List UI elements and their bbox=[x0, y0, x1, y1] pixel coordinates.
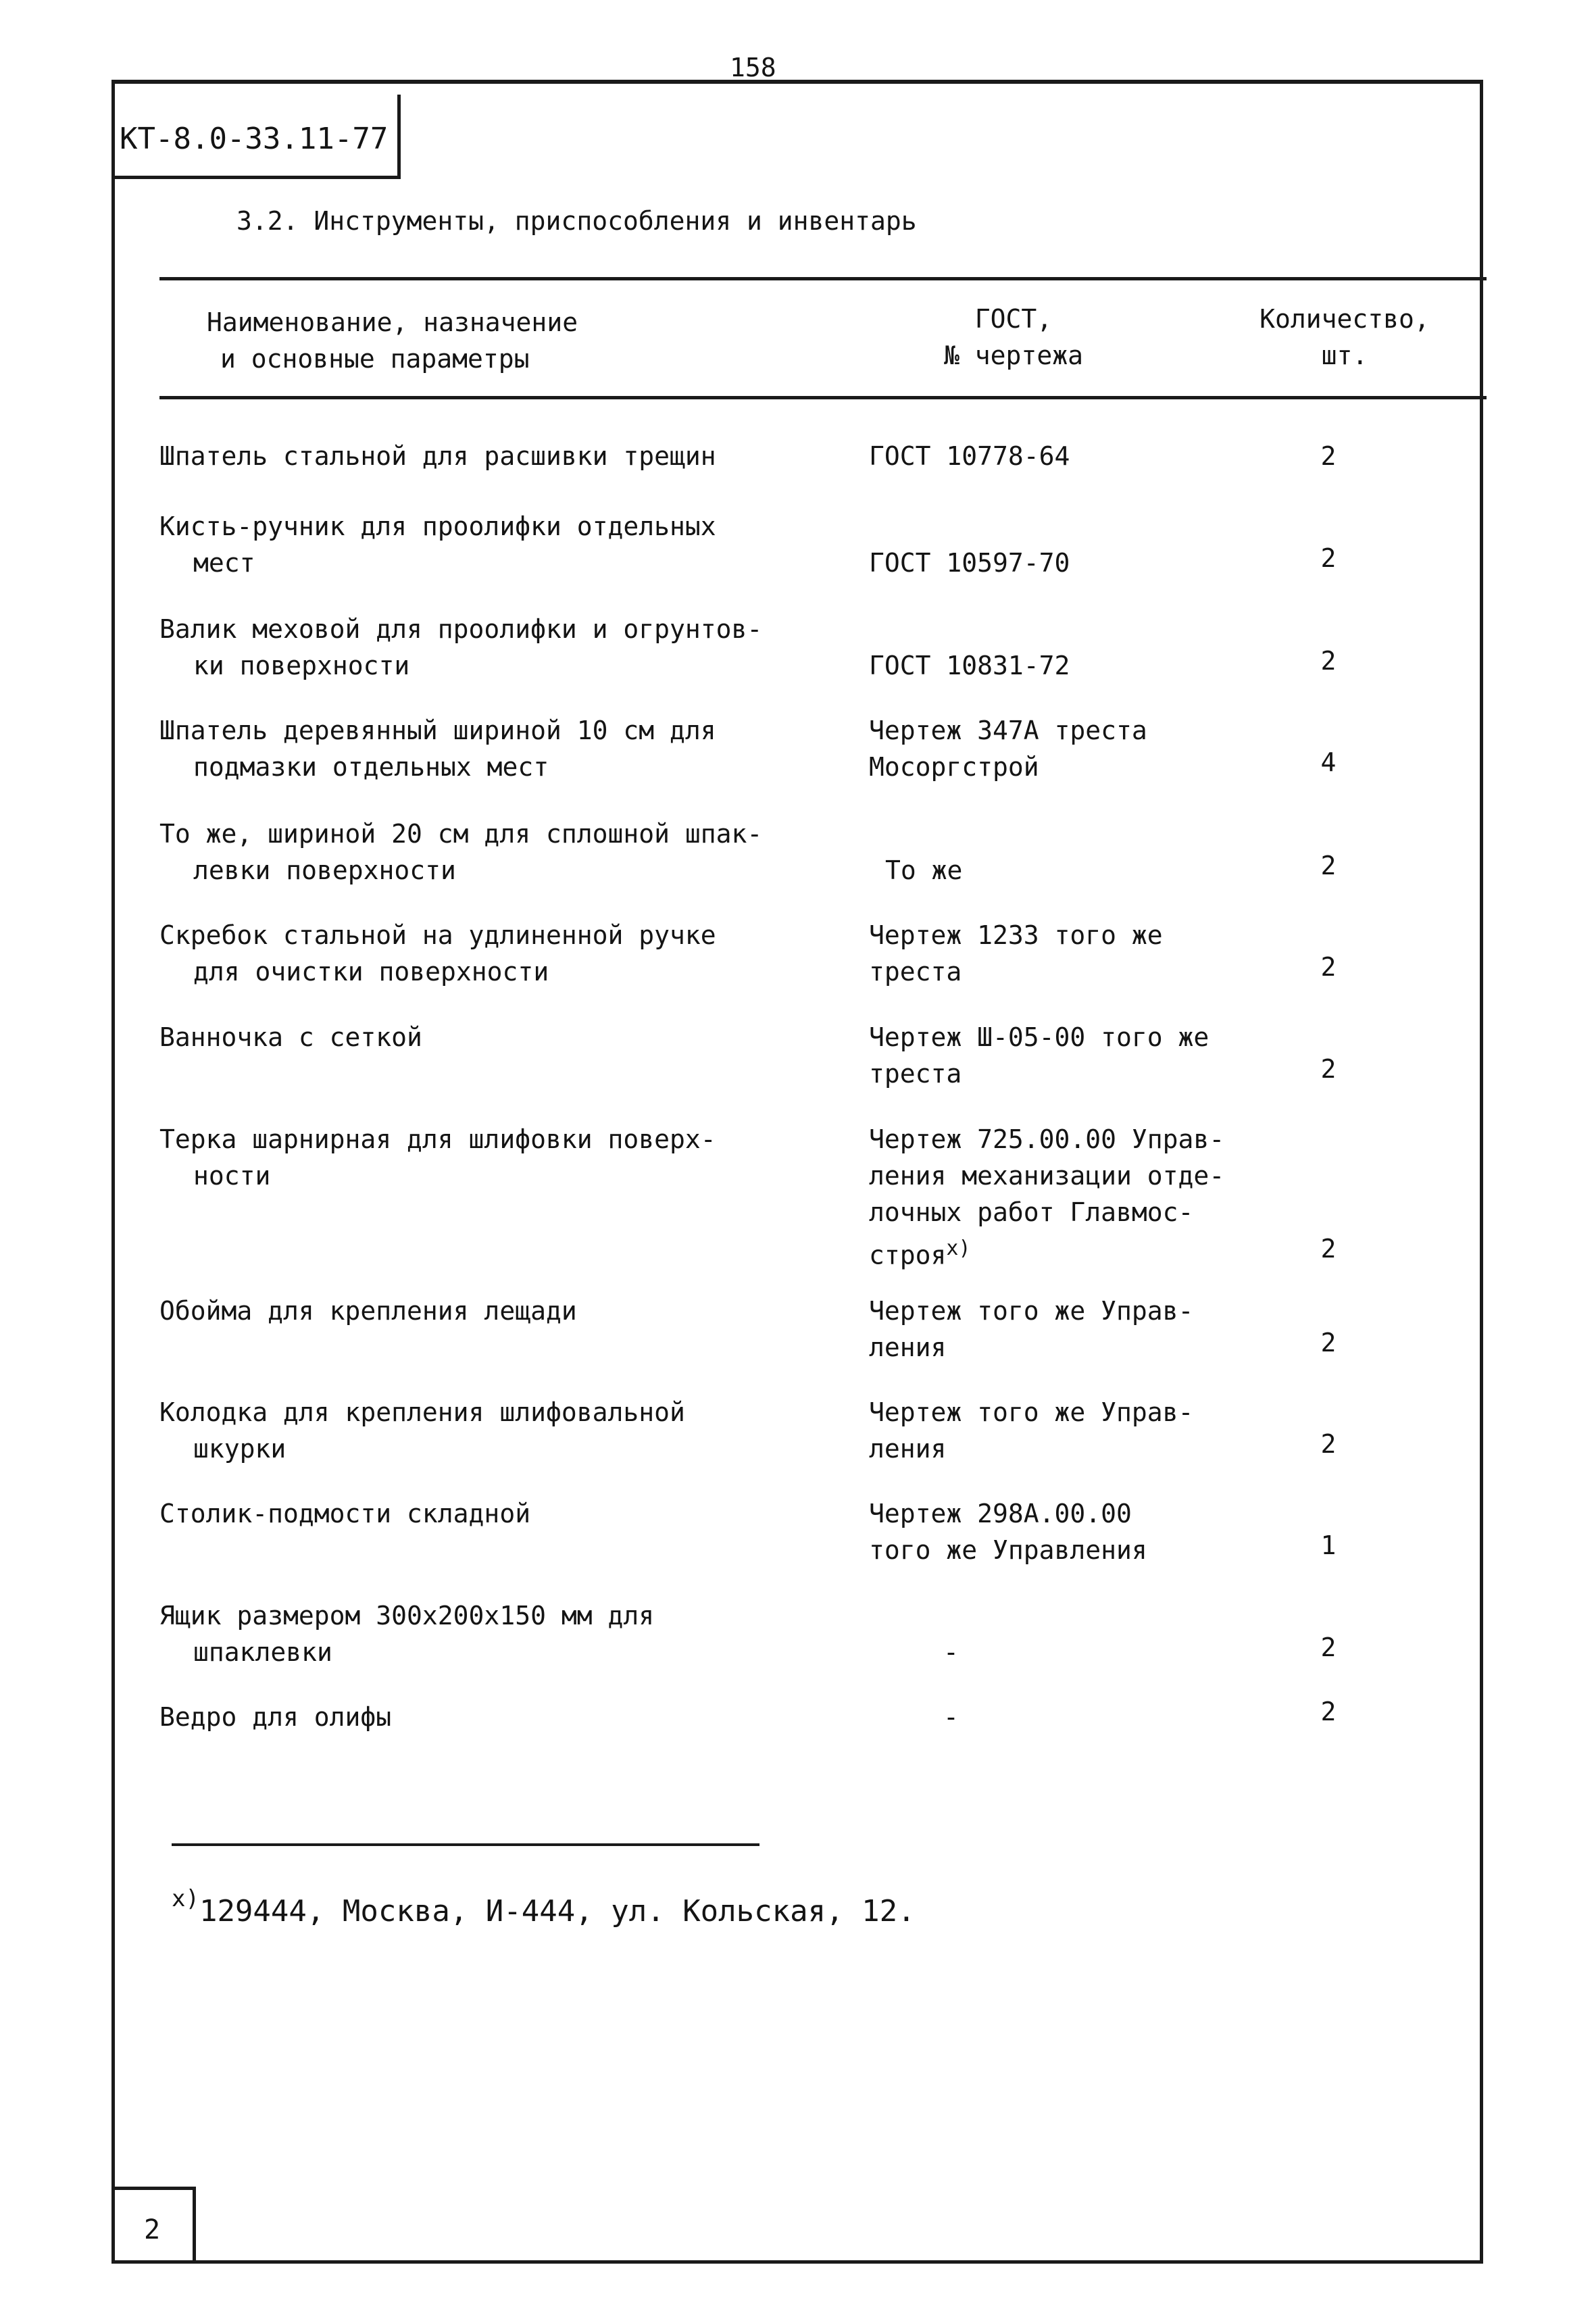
header-gost bbox=[824, 301, 1203, 374]
row-gost-line1: Чертеж Ш-05-00 того же bbox=[869, 1022, 1210, 1052]
row-name-line1: То же, шириной 20 см для сплошной шпак- bbox=[159, 819, 763, 849]
row-gost-line1: Чертеж того же Управ- bbox=[869, 1397, 1194, 1427]
row-quantity: 2 bbox=[1320, 1697, 1337, 1726]
row-name-line1: Ящик размером 300х200х150 мм для bbox=[159, 1601, 655, 1631]
footnote-text: 129444, Москва, И-444, ул. Кольская, 12. bbox=[199, 1894, 916, 1928]
row-name-line1: Ванночка с сеткой bbox=[159, 1022, 422, 1052]
row-quantity: 2 bbox=[1320, 1234, 1337, 1264]
row-name-line2: шпаклевки bbox=[193, 1637, 332, 1667]
row-gost-line2: того же Управления bbox=[869, 1535, 1147, 1565]
header-qty-line2: шт. bbox=[1321, 341, 1368, 370]
footnote-rule bbox=[172, 1843, 759, 1846]
header-gost-line1: ГОСТ, bbox=[974, 304, 1053, 334]
row-quantity: 2 bbox=[1320, 851, 1337, 880]
row-name-line1: Обойма для крепления лещади bbox=[159, 1296, 577, 1326]
row-quantity: 2 bbox=[1320, 1054, 1337, 1084]
row-gost-line2: треста bbox=[869, 1059, 962, 1089]
row-name-line1: Колодка для крепления шлифовальной bbox=[159, 1397, 685, 1427]
table-header-rule bbox=[159, 396, 1487, 399]
row-gost-line2: ления bbox=[869, 1434, 947, 1464]
row-name-line1: Валик меховой для проолифки и огрунтов- bbox=[159, 614, 763, 644]
row-quantity: 2 bbox=[1320, 646, 1337, 676]
row-gost-line4: строя bbox=[869, 1240, 947, 1270]
row-name-line2: подмазки отдельных мест bbox=[193, 752, 549, 782]
row-name-line2: для очистки поверхности bbox=[193, 957, 549, 987]
row-gost-line2: ГОСТ 10597-70 bbox=[869, 548, 1070, 578]
document-code: КТ-8.0-33.11-77 bbox=[111, 95, 401, 179]
footnote-mark: х) bbox=[172, 1885, 199, 1912]
row-name-line2: мест bbox=[193, 548, 255, 578]
row-quantity: 2 bbox=[1320, 1633, 1337, 1662]
header-quantity bbox=[1237, 301, 1453, 374]
row-gost-line2: - bbox=[943, 1637, 959, 1667]
row-name-line1: Ведро для олифы bbox=[159, 1702, 392, 1732]
row-quantity: 2 bbox=[1320, 1429, 1337, 1459]
row-gost-line1 bbox=[869, 611, 1247, 647]
row-gost-line2: Мосоргстрой bbox=[869, 752, 1039, 782]
row-quantity: 4 bbox=[1320, 747, 1337, 777]
row-name-line1: Столик-подмости складной bbox=[159, 1499, 531, 1528]
row-gost-line1: Чертеж 298А.00.00 bbox=[869, 1499, 1132, 1528]
row-name-line1: Шпатель стальной для расшивки трещин bbox=[159, 441, 716, 471]
row-quantity: 2 bbox=[1320, 952, 1337, 982]
row-gost-line1: - bbox=[943, 1702, 959, 1732]
header-name-line2: и основные параметры bbox=[220, 344, 530, 374]
page-number: 158 bbox=[730, 53, 776, 82]
header-gost-line2: № чертежа bbox=[944, 341, 1083, 370]
row-gost-line1 bbox=[869, 816, 1247, 852]
footnote bbox=[172, 1885, 916, 1928]
row-name-line2: шкурки bbox=[193, 1434, 286, 1464]
row-name-line2: ности bbox=[193, 1161, 271, 1191]
row-gost-line1: ГОСТ 10778-64 bbox=[869, 441, 1070, 471]
row-quantity: 2 bbox=[1320, 543, 1337, 573]
footnote-reference: х) bbox=[946, 1237, 971, 1260]
row-gost-line1: Чертеж 347А треста bbox=[869, 716, 1147, 745]
row-name-line1: Кисть-ручник для проолифки отдельных bbox=[159, 512, 716, 541]
header-name-line1: Наименование, назначение bbox=[207, 307, 578, 337]
row-gost-line2: треста bbox=[869, 957, 962, 987]
row-gost-line2: ления механизации отде- bbox=[869, 1161, 1225, 1191]
row-gost-line1: Чертеж того же Управ- bbox=[869, 1296, 1194, 1326]
row-gost-line3: лочных работ Главмос- bbox=[869, 1197, 1194, 1227]
row-name-line1: Скребок стальной на удлиненной ручке bbox=[159, 920, 716, 950]
section-title: 3.2. Инструменты, приспособления и инвентарь bbox=[236, 206, 917, 236]
row-gost-line1 bbox=[869, 508, 1247, 545]
row-gost-line2: То же bbox=[885, 855, 963, 885]
row-name-line2: левки поверхности bbox=[193, 855, 456, 885]
row-quantity: 1 bbox=[1320, 1530, 1337, 1560]
row-gost-line2: ГОСТ 10831-72 bbox=[869, 651, 1070, 680]
row-gost-line2: ления bbox=[869, 1333, 947, 1362]
row-gost-line1: Чертеж 725.00.00 Управ- bbox=[869, 1124, 1225, 1154]
row-name-line1: Терка шарнирная для шлифовки поверх- bbox=[159, 1124, 716, 1154]
row-quantity: 2 bbox=[1320, 1328, 1337, 1358]
table-top-rule bbox=[159, 277, 1487, 280]
row-gost-line1: Чертеж 1233 того же bbox=[869, 920, 1163, 950]
header-name bbox=[159, 304, 659, 377]
header-qty-line1: Количество, bbox=[1260, 304, 1430, 334]
row-gost-line1 bbox=[869, 1597, 1247, 1634]
sheet-number: 2 bbox=[111, 2187, 196, 2264]
row-name-line1: Шпатель деревянный шириной 10 см для bbox=[159, 716, 716, 745]
row-name-line2: ки поверхности bbox=[193, 651, 410, 680]
row-quantity: 2 bbox=[1320, 441, 1337, 471]
